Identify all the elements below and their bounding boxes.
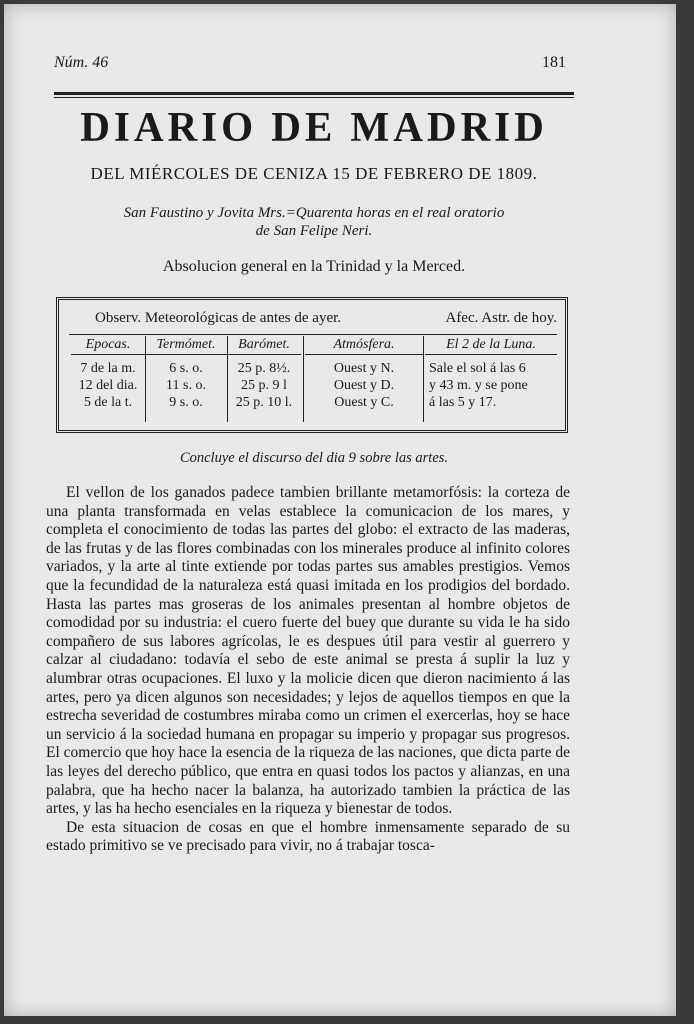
weather-table-title-row — [59, 310, 565, 332]
termomet-header: Termómet. — [145, 336, 227, 355]
epocas-header: Epocas. — [71, 336, 145, 355]
epocas-column — [71, 336, 145, 411]
saints-line-2: de San Felipe Neri. — [255, 223, 373, 239]
saints-line-1: San Faustino y Jovita Mrs.=Quarenta horas en el real oratorio — [123, 205, 505, 221]
masthead-rule-thick — [54, 92, 574, 95]
termomet-cell: 11 s. o. — [166, 378, 206, 393]
masthead-rule-thin — [54, 97, 574, 98]
baromet-header: Barómet. — [227, 336, 301, 355]
date-line: DEL MIÉRCOLES DE CENIZA 15 DE FEBRERO DE 1809. — [90, 164, 538, 183]
column-divider — [423, 336, 424, 422]
baromet-cell: 25 p. 9 l — [241, 378, 287, 393]
termomet-column — [145, 336, 227, 411]
weather-table-divider — [69, 334, 557, 335]
atmosfera-column — [305, 336, 423, 411]
atmosfera-cell: Ouest y N. — [333, 361, 395, 376]
saints-line — [74, 204, 554, 240]
masthead-title: DIARIO DE MADRID — [80, 105, 548, 151]
baromet-cell: 25 p. 10 l. — [235, 395, 293, 410]
atmosfera-cell: Ouest y D. — [333, 378, 395, 393]
newspaper-page — [4, 4, 676, 1016]
astro-cell: y 43 m. y se pone — [429, 378, 528, 393]
astro-cell: á las 5 y 17. — [429, 395, 497, 410]
header-row — [54, 54, 566, 76]
epocas-cell: 5 de la t. — [83, 395, 133, 410]
page-number: 181 — [542, 54, 566, 71]
weather-title-left: Observ. Meteorológicas de antes de ayer. — [95, 310, 342, 326]
atmosfera-cell: Ouest y C. — [334, 395, 394, 410]
column-divider — [303, 336, 304, 422]
termomet-cell: 9 s. o. — [169, 395, 203, 410]
article-paragraph: De esta situacion de cosas en que el hombre inmensamente separado de su estado primitivo se ve precisado para vivir, no á trabajar tosca- — [46, 818, 570, 855]
absolution-line: Absolucion general en la Trinidad y la Merced. — [162, 258, 466, 275]
article-paragraph: El vellon de los ganados padece tambien brillante metamorfósis: la corteza de una planta transformada en velas establece la comunicacion de los mares, y completa el conocimiento de todas las partes del globo: el extracto de las maderas, de las frutas y de las flores combinadas con los minerales produce al infinito colores variados, y la arte al tinte extiende por todas partes sus amables prestigios. Vemos que la fecundidad de la naturaleza está quasi imitada en los prodigios del bordado. Hasta las partes mas groseras de los animales presentan al hombre objetos de comodidad por su industria: el cuero fuerte del buey que durante su vida le ha sido compañero de sus labores agrícolas, le es despues útil para vestir al guerrero y calzar al ciudadano: todavía el sebo de este animal se presta á suplir la luz y alumbrar otras ocupaciones. El luxo y la molicie dicen que dieron nacimiento á las artes, pero ya dicen algunos son necesidades; y lejos de aquellos tiempos en que la estrecha severidad de costumbres miraba como un crimen el exercerlas, hoy se hace un servicio á la sociedad humana en propagar su imperio y propagar sus progresos. El comercio que hoy hace la esencia de la riqueza de las naciones, que dicta parte de las leyes del derecho público, que entra en quasi todos los pactos y alianzas, en una palabra, que ha hecho nacer la balanza, ha autorizado tambien la práctica de las artes, y las ha hecho esenciales en la riqueza y bienestar de todos. — [46, 484, 570, 818]
termomet-cell: 6 s. o. — [169, 361, 203, 376]
article-subtitle: Concluye el discurso del dia 9 sobre las artes. — [179, 450, 449, 466]
atmosfera-header: Atmósfera. — [305, 336, 423, 355]
article-body — [46, 484, 570, 856]
issue-number: Núm. 46 — [54, 54, 109, 71]
epocas-cell: 12 del dia. — [78, 378, 138, 393]
baromet-cell: 25 p. 8½. — [237, 361, 291, 376]
astro-header: El 2 de la Luna. — [425, 336, 557, 355]
astro-cell: Sale el sol á las 6 — [429, 361, 526, 376]
epocas-cell: 7 de la m. — [80, 361, 136, 376]
weather-title-right: Afec. Astr. de hoy. — [445, 310, 557, 326]
weather-table — [56, 297, 568, 433]
astro-column — [425, 336, 557, 411]
baromet-column — [227, 336, 301, 411]
